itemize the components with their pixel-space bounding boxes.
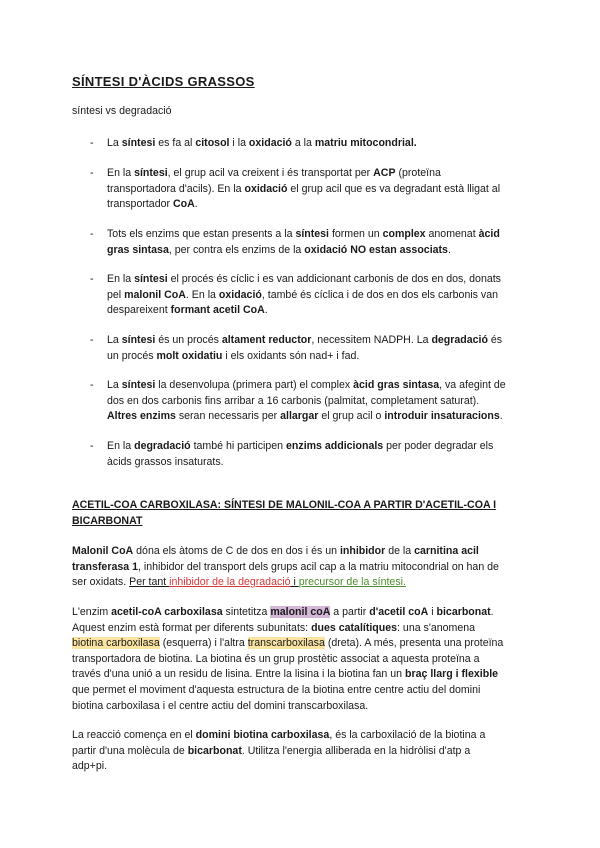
subtitle: síntesi vs degradació bbox=[72, 105, 172, 117]
text-line bbox=[107, 378, 537, 394]
bullet-text bbox=[107, 227, 537, 258]
text-run: transferasa 1 bbox=[72, 560, 138, 573]
text-run: (esquerra) i l'altra bbox=[159, 637, 248, 650]
bullet-text bbox=[107, 136, 537, 152]
text-run: , va afegint de bbox=[439, 379, 506, 391]
bullet-dash: - bbox=[90, 273, 94, 285]
text-run: L'enzim bbox=[72, 606, 112, 618]
text-run: el procés és cíclic i es van addicionant carbonis de dos en dos, donats bbox=[167, 273, 501, 285]
section-heading-line: ACETIL-COA CARBOXILASA: SÍNTESI DE MALONIL-COA A PARTIR D'ACETIL-COA I bbox=[72, 499, 497, 511]
text-run: , per contra els enzims de la bbox=[168, 243, 305, 256]
text-line bbox=[72, 683, 532, 699]
bullet-text bbox=[107, 378, 537, 425]
text-run: es fa al bbox=[155, 137, 196, 149]
text-line bbox=[72, 621, 532, 637]
text-line bbox=[72, 667, 532, 683]
text-run: introduir insaturacions bbox=[384, 410, 500, 423]
text-run: formant acetil CoA bbox=[170, 304, 265, 317]
text-run: bicarbonat bbox=[436, 606, 491, 618]
text-run: gras sintasa bbox=[107, 243, 169, 256]
bullet-text bbox=[107, 333, 537, 364]
text-run: d'acetil coA bbox=[369, 606, 429, 618]
text-run: síntesi bbox=[121, 379, 156, 391]
text-line bbox=[72, 544, 532, 560]
highlighted-text: biotina carboxilasa bbox=[72, 637, 160, 650]
text-run: . bbox=[499, 410, 503, 423]
text-run: , necessitem NADPH. La bbox=[311, 334, 432, 346]
text-run: oxidació bbox=[248, 137, 292, 149]
text-run: degradació bbox=[431, 334, 488, 346]
text-run: àcid bbox=[478, 228, 500, 240]
text-run: (proteïna bbox=[395, 167, 441, 179]
text-line bbox=[72, 744, 532, 760]
text-run: . bbox=[447, 243, 451, 256]
section-heading bbox=[72, 498, 496, 529]
page-title: SÍNTESI D'ÀCIDS GRASSOS bbox=[72, 74, 255, 89]
bullet-dash: - bbox=[90, 137, 94, 149]
text-run: és un procés bbox=[155, 334, 222, 346]
bullet-text bbox=[107, 272, 537, 319]
text-run: un procés bbox=[107, 349, 157, 362]
bullet-dash: - bbox=[90, 228, 94, 240]
text-line bbox=[72, 560, 532, 576]
text-run: La reacció comença en el bbox=[72, 729, 196, 741]
text-line bbox=[72, 605, 532, 621]
text-line bbox=[72, 759, 532, 775]
text-run: i bbox=[428, 606, 437, 618]
text-line bbox=[72, 728, 532, 744]
text-run: : una s'anomena bbox=[397, 621, 476, 634]
text-run: , també és cíclica i de dos en dos els carbonis van bbox=[261, 288, 499, 301]
text-run: i els oxidants són nad+ i fad. bbox=[222, 349, 360, 362]
text-run: braç llarg i flexible bbox=[405, 668, 499, 681]
text-run: de la bbox=[385, 545, 415, 557]
text-run: biotina carboxilasa i el centre actiu del domini transcarboxilasa. bbox=[72, 699, 369, 712]
text-run: oxidació bbox=[244, 182, 288, 195]
text-line bbox=[107, 455, 537, 471]
text-run: carnitina acil bbox=[414, 545, 479, 557]
text-run: La bbox=[107, 379, 122, 391]
text-run: complex bbox=[382, 228, 426, 240]
text-line bbox=[107, 197, 537, 213]
text-line bbox=[72, 652, 532, 668]
text-run: a partir bbox=[330, 606, 370, 618]
text-run: anomenat bbox=[425, 228, 479, 240]
text-run: En la bbox=[107, 273, 135, 285]
text-line bbox=[107, 227, 537, 243]
bullet-dash: - bbox=[90, 440, 94, 452]
text-run: (dreta). A més, presenta una proteïna bbox=[324, 637, 504, 650]
text-run: domini biotina carboxilasa bbox=[195, 729, 330, 741]
text-run: bicarbonat bbox=[187, 744, 242, 757]
text-run: ser oxidats. bbox=[72, 576, 130, 589]
text-run: La bbox=[107, 334, 122, 346]
text-run: síntesi bbox=[295, 228, 329, 240]
text-run: dues catalítiques bbox=[311, 621, 398, 634]
text-run: CoA bbox=[172, 198, 195, 211]
text-run: dos en dos carbonis fins arribar a 16 carbonis (palmitat, completament saturat). bbox=[107, 394, 480, 407]
text-line bbox=[72, 699, 532, 715]
text-line bbox=[107, 288, 537, 304]
underlined-text: inhibidor de la degradació bbox=[169, 576, 291, 589]
text-line bbox=[107, 136, 537, 152]
text-run: . bbox=[490, 606, 494, 618]
text-run: el grup acil que es va degradant està lligat al bbox=[287, 182, 501, 195]
text-run: molt oxidatiu bbox=[156, 349, 223, 362]
text-run: . En la bbox=[185, 288, 219, 301]
text-run: a la bbox=[291, 137, 315, 149]
paragraph-malonil bbox=[72, 544, 532, 591]
text-line bbox=[107, 182, 537, 198]
section-heading-line: BICARBONAT bbox=[72, 514, 143, 527]
text-run: síntesi bbox=[134, 167, 168, 179]
text-run: transportadora de biotina. La biotina és un grup prostètic associat a aquesta proteïna a bbox=[72, 652, 480, 665]
text-run: , inhibidor del transport dels grups acil cap a la matriu mitocondrial on han de bbox=[137, 560, 499, 573]
text-run: despareixent bbox=[107, 304, 171, 317]
text-run: seran necessaris per bbox=[175, 410, 281, 423]
text-line bbox=[107, 439, 537, 455]
text-run: . Utilitza l'energia alliberada en la hidròlisi d'atp a bbox=[241, 744, 471, 757]
text-run: adp+pi. bbox=[72, 760, 108, 773]
text-run: degradació bbox=[134, 440, 191, 452]
highlighted-text: transcarboxilasa bbox=[247, 637, 325, 650]
text-run: pel bbox=[107, 288, 125, 301]
text-run: per poder degradar els bbox=[383, 440, 494, 452]
text-run: enzims addicionals bbox=[286, 440, 384, 452]
text-line bbox=[107, 349, 537, 365]
text-run: el grup acil o bbox=[318, 410, 385, 423]
text-run: oxidació NO estan associats bbox=[304, 243, 448, 256]
text-run: és bbox=[487, 334, 503, 346]
text-run: Malonil CoA bbox=[72, 545, 134, 557]
bullet-dash: - bbox=[90, 167, 94, 179]
text-run: Aquest enzim està format per diferents subunitats: bbox=[72, 621, 312, 634]
text-run: transportadora d'acils). En la bbox=[107, 182, 245, 195]
bullet-text bbox=[107, 439, 537, 470]
underlined-text: precursor de la síntesi. bbox=[298, 576, 406, 589]
text-line bbox=[107, 272, 537, 288]
text-line bbox=[107, 166, 537, 182]
text-run: matriu mitocondrial. bbox=[314, 137, 417, 149]
text-run: Tots els enzims que estan presents a la bbox=[107, 228, 296, 240]
text-run: citosol bbox=[195, 137, 230, 149]
text-line bbox=[107, 243, 537, 259]
bullet-dash: - bbox=[90, 379, 94, 391]
text-run: . bbox=[194, 198, 198, 211]
text-run: síntesi bbox=[134, 273, 168, 285]
underlined-text: Per tant bbox=[129, 576, 170, 589]
text-run: àcids grassos insaturats. bbox=[107, 455, 224, 468]
paragraph-reaccio bbox=[72, 728, 532, 775]
text-run: . bbox=[264, 304, 268, 317]
bullet-text bbox=[107, 166, 537, 213]
text-run: altament reductor bbox=[221, 334, 312, 346]
text-run: través d'una unió a un residu de lisina. Entre la lisina i la biotina fan un bbox=[72, 668, 405, 681]
text-line bbox=[107, 333, 537, 349]
text-line bbox=[72, 636, 532, 652]
text-run: malonil CoA bbox=[124, 288, 186, 301]
text-run: , el grup acil va creixent i és transportat per bbox=[167, 167, 374, 179]
text-run: oxidació bbox=[218, 288, 262, 301]
text-run: síntesi bbox=[121, 137, 156, 149]
text-run: acetil-coA carboxilasa bbox=[111, 606, 223, 618]
text-run: En la bbox=[107, 440, 135, 452]
text-run: La bbox=[107, 137, 122, 149]
text-line bbox=[107, 303, 537, 319]
text-run: transportador bbox=[107, 198, 173, 211]
text-run: sintetitza bbox=[222, 606, 271, 618]
text-run: la desenvolupa (primera part) el complex bbox=[155, 379, 354, 391]
bullet-dash: - bbox=[90, 334, 94, 346]
text-run: i la bbox=[229, 137, 249, 149]
text-line bbox=[107, 409, 537, 425]
paragraph-enzim bbox=[72, 605, 532, 714]
text-run: inhibidor bbox=[339, 545, 386, 557]
text-line bbox=[107, 394, 537, 410]
highlighted-text: malonil coA bbox=[270, 606, 331, 618]
text-run: dóna els àtoms de C de dos en dos i és un bbox=[133, 545, 340, 557]
text-run: Altres enzims bbox=[107, 410, 176, 423]
text-run: En la bbox=[107, 167, 135, 179]
text-line bbox=[72, 575, 532, 591]
underlined-text: i bbox=[290, 576, 299, 589]
text-run: àcid gras sintasa bbox=[353, 379, 440, 391]
text-run: allargar bbox=[280, 410, 319, 423]
text-run: síntesi bbox=[121, 334, 156, 346]
text-run: , és la carboxilació de la biotina a bbox=[329, 729, 486, 741]
text-run: ACP bbox=[373, 167, 396, 179]
text-run: que permet el moviment d'aquesta estructura de la biotina entre centre actiu del domini bbox=[72, 683, 481, 696]
text-run: també hi participen bbox=[190, 440, 287, 452]
text-run: formen un bbox=[329, 228, 383, 240]
text-run: partir d'una molècula de bbox=[72, 744, 188, 757]
